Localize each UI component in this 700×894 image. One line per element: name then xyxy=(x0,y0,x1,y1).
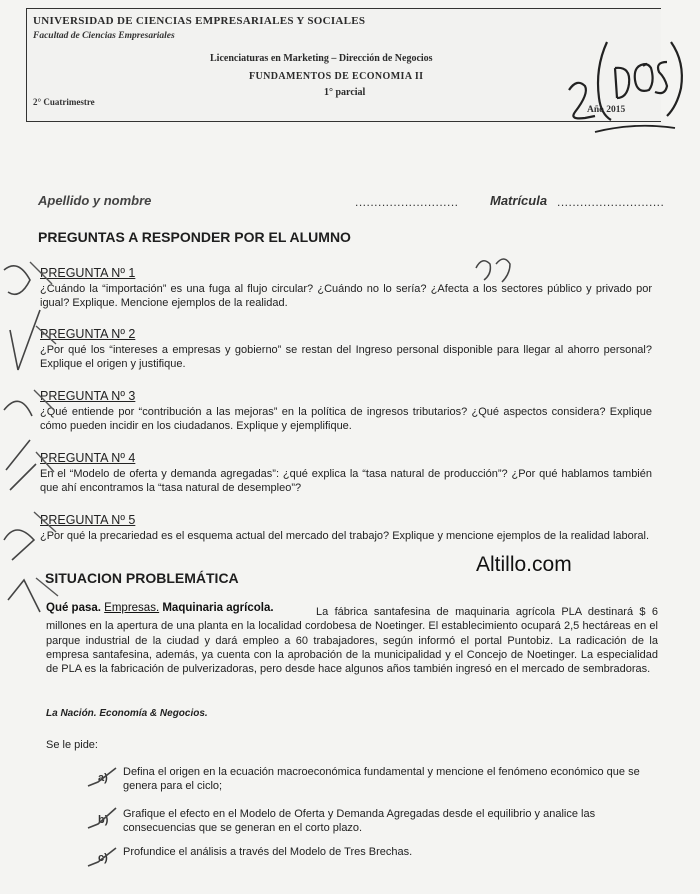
news-source: La Nación. Economía & Negocios. xyxy=(46,708,208,719)
task-c-letter: c) xyxy=(98,852,108,864)
section-title: PREGUNTAS A RESPONDER POR EL ALUMNO xyxy=(38,229,351,245)
degree-name: Licenciaturas en Marketing – Dirección de Negocios xyxy=(210,53,433,64)
handwritten-grade xyxy=(555,28,695,138)
question-1-scribble xyxy=(470,254,520,288)
question-3-text: ¿Qué entiende por “contribución a las mejoras” en la política de ingresos tributarios? ¿Qué aspectos considera? Explique cómo pueden incidir en los ciudadanos. Explique y ejemplifique. xyxy=(40,406,652,432)
name-label: Apellido y nombre xyxy=(38,193,152,208)
question-2-text: ¿Por qué los “intereses a empresas y gobierno” se restan del Ingreso personal disponible para llegar al ahorro personal? Explique el origen y justifique. xyxy=(40,344,652,370)
task-b-text: Grafique el efecto en el Modelo de Oferta y Demanda Agregadas desde el equilibrio y analice las consecuencias que se generan en el corto plazo. xyxy=(123,808,596,834)
task-c-text: Profundice el análisis a través del Modelo de Tres Brechas. xyxy=(123,846,413,858)
tasks-intro: Se le pide: xyxy=(46,739,98,751)
faculty-name: Facultad de Ciencias Empresariales xyxy=(33,31,175,41)
question-5-text: ¿Por qué la precariedad es el esquema actual del mercado del trabajo? Explique y mencione ejemplos de la realidad laboral. xyxy=(40,530,650,542)
task-b-letter: b) xyxy=(98,814,109,826)
question-1-heading: PREGUNTA Nº 1 xyxy=(40,266,136,280)
question-4-text: En el “Modelo de oferta y demanda agregadas”: ¿qué explica la “tasa natural de producción”? ¿Por qué hablamos también que ahí encontramos la “tasa natural de desempleo”? xyxy=(40,468,652,494)
news-headline-text: Maquinaria agrícola. xyxy=(162,602,274,614)
question-1-text: ¿Cuándo la “importación” es una fuga al flujo circular? ¿Cuándo no lo sería? ¿Afecta a los sectores público y privado por igual? Explique. Mencione ejemplos de la realidad. xyxy=(40,283,652,309)
news-prefix: Qué pasa. xyxy=(46,602,101,614)
question-3-heading: PREGUNTA Nº 3 xyxy=(40,389,136,403)
watermark: Altillo.com xyxy=(476,553,572,576)
exam-number: 1° parcial xyxy=(324,87,366,98)
id-label: Matrícula xyxy=(490,193,548,208)
task-a-letter: a) xyxy=(98,772,108,784)
id-field[interactable]: ............................ xyxy=(557,195,665,209)
year-label: Año 2015 xyxy=(587,105,626,115)
news-body: La fábrica santafesina de maquinaria agrícola PLA destinará $ 6 millones en la apertura de una planta en la localidad cordobesa de Noetinger. El establecimiento ocupará 2,5 hectáreas en el parque industrial de la ciudad y dará empleo a 60 trabajadores, según informó el portal Puntobiz. La radicación de la empresa santafesina, además, ya cuenta con la aprobación de la municipalidad y el Concejo de Noetinger. La especialidad de PLA es la fabricación de pulverizadoras, pero desde hace algunos años también ingresó en el mercado de sembradoras. xyxy=(46,606,658,676)
news-section: Empresas. xyxy=(104,602,160,614)
situation-title: SITUACION PROBLEMÁTICA xyxy=(45,570,239,586)
university-name: UNIVERSIDAD DE CIENCIAS EMPRESARIALES Y SOCIALES xyxy=(33,15,366,27)
name-field[interactable]: ........................... xyxy=(355,195,459,209)
task-a-text: Defina el origen en la ecuación macroeconómica fundamental y mencione el fenómeno económico que se genera para el ciclo; xyxy=(123,766,640,792)
question-5-heading: PREGUNTA Nº 5 xyxy=(40,513,136,527)
course-title: FUNDAMENTOS DE ECONOMIA II xyxy=(249,71,424,82)
term-label: 2° Cuatrimestre xyxy=(33,97,95,107)
margin-marks xyxy=(0,240,60,670)
question-2-heading: PREGUNTA Nº 2 xyxy=(40,327,136,341)
task-check-marks xyxy=(84,764,124,874)
question-4-heading: PREGUNTA Nº 4 xyxy=(40,451,136,465)
